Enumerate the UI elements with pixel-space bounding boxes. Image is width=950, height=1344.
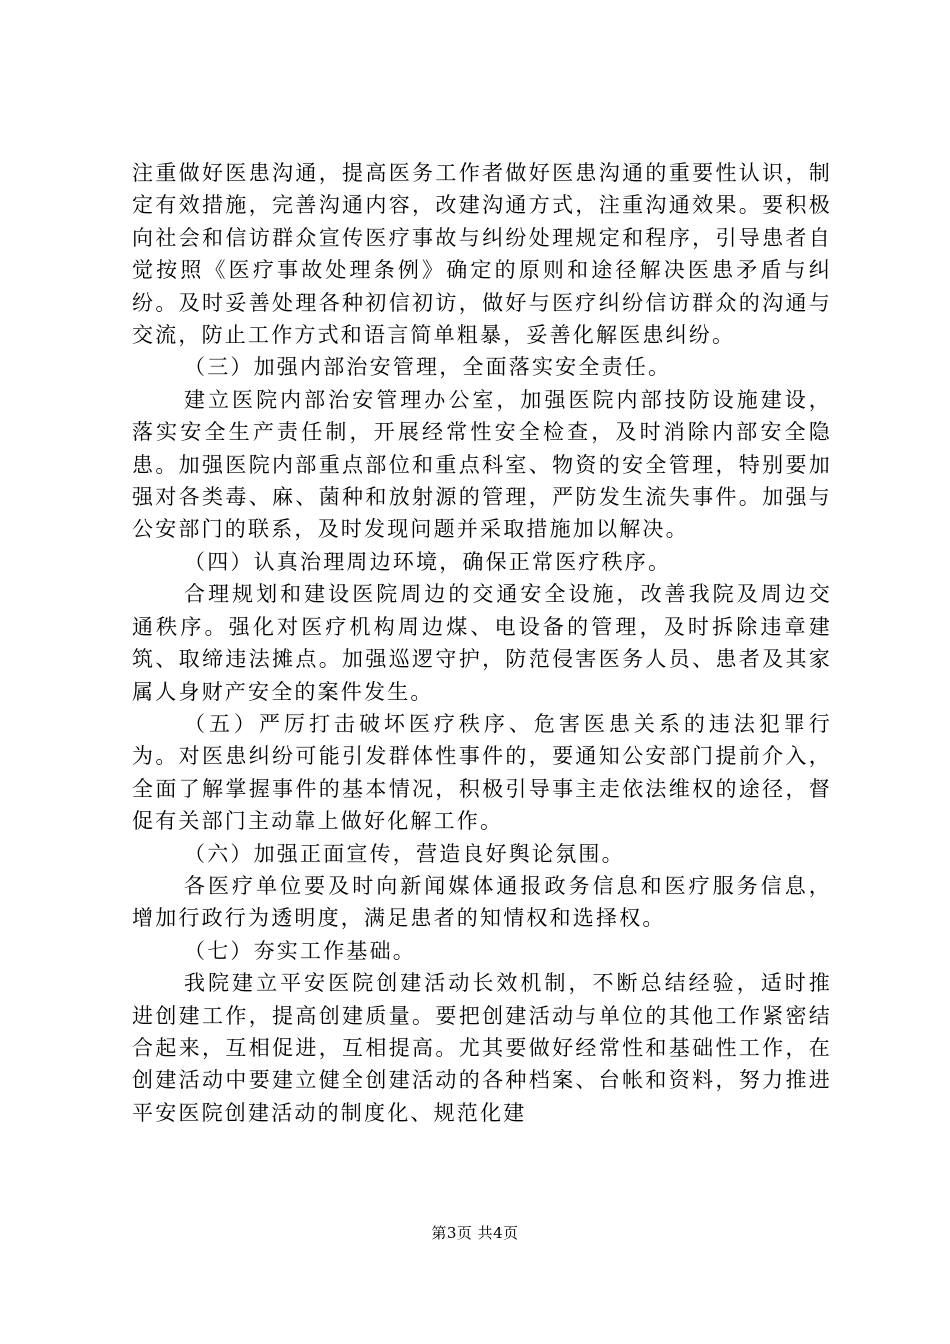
section-heading-6: （六）加强正面宣传，营造良好舆论氛围。 [184,841,625,866]
paragraph-1: 注重做好医患沟通，提高医务工作者做好医患沟通的重要性认识，制定有效措施，完善沟通内容，改建沟通方式，注重沟通效果。要积极向社会和信访群众宣传医疗事故与纠纷处理规定和程序，引导患者自觉按照《医疗事故处理条例》确定的原则和途径解决医患矛盾与纠纷。及时妥善处理各种初信初访，做好与医疗纠纷信访群众的沟通与交流，防止工作方式和语言简单粗暴，妥善化解医患纠纷。 [132,161,832,348]
section-heading-3: （三）加强内部治安管理，全面落实安全责任。 [184,355,672,380]
section-heading-5: （五）严厉打击破坏医疗秩序、危害医患关系的违法犯罪行为。对医患纠纷可能引发群体性事件的，要通知公安部门提前介入，全面了解掌握事件的基本情况，积极引导事主走依法维权的途径，督促有关部门主动靠上做好化解工作。 [132,711,832,834]
paragraph-10: 我院建立平安医院创建活动长效机制，不断总结经验，适时推进创建工作，提高创建质量。要把创建活动与单位的其他工作紧密结合起来，互相促进，互相提高。尤其要做好经常性和基础性工作，在创建活动中要建立健全创建活动的各种档案、台帐和资料，努力推进平安医院创建活动的制度化、规范化建 [132,971,832,1125]
document-body [132,157,832,1129]
section-heading-7: （七）夯实工作基础。 [184,938,416,963]
paragraph-5: 合理规划和建设医院周边的交通安全设施，改善我院及周边交通秩序。强化对医疗机构周边煤、电设备的管理，及时拆除违章建筑、取缔违法摊点。加强巡逻守护，防范侵害医务人员、患者及其家属人身财产安全的案件发生。 [132,582,832,704]
page-footer [0,1222,950,1243]
page-number-label: 第3页 共4页 [431,1224,519,1242]
section-heading-4: （四）认真治理周边环境，确保正常医疗秩序。 [184,549,672,574]
paragraph-8: 各医疗单位要及时向新闻媒体通报政务信息和医疗服务信息，增加行政行为透明度，满足患者的知情权和选择权。 [132,873,832,931]
paragraph-3: 建立医院内部治安管理办公室，加强医院内部技防设施建设，落实安全生产责任制，开展经常性安全检查，及时消除内部安全隐患。加强医院内部重点部位和重点科室、物资的安全管理，特别要加强对各类毒、麻、菌种和放射源的管理，严防发生流失事件。加强与公安部门的联系，及时发现问题并采取措施加以解决。 [132,387,832,542]
